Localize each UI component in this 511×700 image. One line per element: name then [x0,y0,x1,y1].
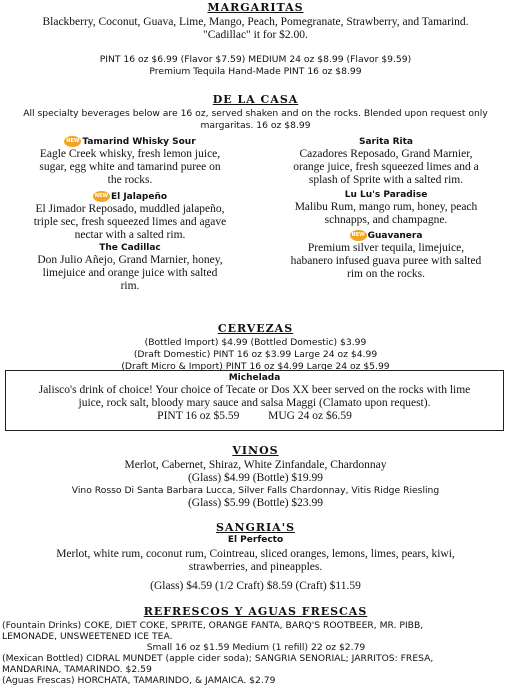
margaritas-price-1: PINT 16 oz $6.99 (Flavor $7.59) MEDIUM 24 oz $8.99 (Flavor $9.59) [99,54,412,65]
refrescos-line-1: (Fountain Drinks) COKE, DIET COKE, SPRITE, ORANGE FANTA, BARQ'S ROOTBEER, MR. PIBB, [2,620,424,631]
refrescos-body [2,620,510,686]
drink-desc: orange juice, fresh squeezed limes and a [293,161,479,173]
delacasa-title: DE LA CASA [212,93,299,106]
sangrias-subtitle: El Perfecto [227,535,284,545]
drink-desc: Eagle Creek whisky, fresh lemon juice, [39,148,221,160]
michelada-desc: Jalisco's drink of choice! Your choice of Tecate or Dos XX beer served on the rocks with lime [38,384,471,396]
drink-name: Tamarind Whisky Sour [82,137,196,147]
drink-desc: Malibu Rum, mango rum, honey, peach [294,201,478,213]
vinos-title: VINOS [232,444,279,457]
drink-desc: sugar, egg white and tamarind puree on [39,161,221,173]
drink-item [262,230,510,281]
new-badge-icon: NEW [64,136,81,147]
drink-desc: rim. [120,280,140,292]
sangrias-price: (Glass) $4.59 (1/2 Craft) $8.59 (Craft) $11.59 [150,580,361,592]
michelada-desc: juice, rock salt, bloody mary sauce and salsa Maggi (Clamato upon request). [78,397,431,409]
delacasa-intro-1: All specialty beverages below are 16 oz, served shaken and on the rocks. Blended upon request only [23,108,488,119]
drink-desc: the rocks. [107,174,153,186]
delacasa-left-column [2,136,258,293]
drink-item [2,136,258,187]
sangrias-desc: Merlot, white rum, coconut rum, Cointreau, sliced oranges, lemons, limes, pears, kiwi, [56,548,455,560]
refrescos-line-6: (Aguas Frescas) HORCHATA, TAMARINDO, & JAMAICA. $2.79 [2,675,276,686]
drink-desc: Cazadores Reposado, Grand Marnier, [299,148,473,160]
refrescos-line-4: (Mexican Bottled) CIDRAL MUNDET (apple cider soda); SANGRIA SENORIAL; JARRITOS: FRESA, [2,653,434,664]
sangrias-title: SANGRIA'S [215,521,296,534]
refrescos-title: REFRESCOS Y AGUAS FRESCAS [143,605,368,618]
drink-name: Guavanera [367,231,423,241]
drink-name: The Cadillac [99,243,161,253]
margaritas-section [0,1,511,78]
michelada-title: Michelada [228,373,281,383]
cervezas-line: (Draft Micro & Import) PINT 16 oz $4.99 Large 24 oz $5.99 [121,361,390,372]
sangrias-section [0,521,511,593]
drink-item [262,136,510,187]
vinos-line-3: Vino Rosso Di Santa Barbara Lucca, Silver Falls Chardonnay, Vitis Ridge Riesling [71,485,440,496]
margaritas-price-2: Premium Tequila Hand-Made PINT 16 oz $8.99 [149,66,362,77]
drink-item [2,242,258,293]
vinos-section [0,444,511,510]
new-badge-icon: NEW [350,230,367,241]
drink-desc: Don Julio Añejo, Grand Marnier, honey, [37,254,223,266]
cervezas-section [0,322,511,373]
margaritas-flavors: Blackberry, Coconut, Guava, Lime, Mango, Peach, Pomegranate, Strawberry, and Tamarind. [42,16,469,28]
drink-desc: habanero infused guava puree with salted [290,255,482,267]
margaritas-title: MARGARITAS [207,1,304,14]
delacasa-header [0,93,511,132]
sangrias-desc: strawberries, and pineapples. [188,561,323,573]
vinos-line: (Glass) $4.99 (Bottle) $19.99 [187,472,324,484]
delacasa-intro-2: margaritas. 16 oz $8.99 [200,120,311,131]
drink-name: Lu Lu's Paradise [344,190,428,200]
cervezas-line: (Draft Domestic) PINT 16 oz $3.99 Large 24 oz $4.99 [133,349,378,360]
michelada-box [5,370,504,431]
drink-desc: schnapps, and champagne. [324,214,448,226]
refrescos-line-2: LEMONADE, UNSWEETENED ICE TEA. [2,631,173,642]
drink-desc: rim on the rocks. [347,268,425,280]
michelada-price: PINT 16 oz $5.59 MUG 24 oz $6.59 [157,410,352,422]
drink-desc: splash of Sprite with a salted rim. [308,174,464,186]
vinos-line: Merlot, Cabernet, Shiraz, White Zinfandale, Chardonnay [124,459,387,471]
drink-desc: El Jimador Reposado, muddled jalapeño, [35,203,225,215]
delacasa-right-column [262,136,510,281]
drink-name: Sarita Rita [359,137,413,147]
vinos-line-4: (Glass) $5.99 (Bottle) $23.99 [187,497,324,509]
drink-desc: triple sec, fresh squeezed limes and agave [33,216,227,228]
new-badge-icon: NEW [93,191,110,202]
drink-name: El Jalapeño [110,192,168,202]
margaritas-cadillac: "Cadillac" it for $2.00. [203,29,308,41]
cervezas-line: (Bottled Import) $4.99 (Bottled Domestic) $3.99 [144,337,367,348]
drink-desc: nectar with a salted rim. [74,229,186,241]
drink-desc: Premium silver tequila, limejuice, [307,242,465,254]
drink-desc: limejuice and orange juice with salted [42,267,218,279]
drink-item [2,191,258,242]
drink-item [262,189,510,227]
cervezas-title: CERVEZAS [217,322,294,335]
refrescos-line-3: Small 16 oz $1.59 Medium (1 refill) 22 oz $2.79 [146,642,366,653]
refrescos-section [0,605,511,618]
refrescos-line-5: MANDARINA, TAMARINDO. $2.59 [2,664,152,675]
